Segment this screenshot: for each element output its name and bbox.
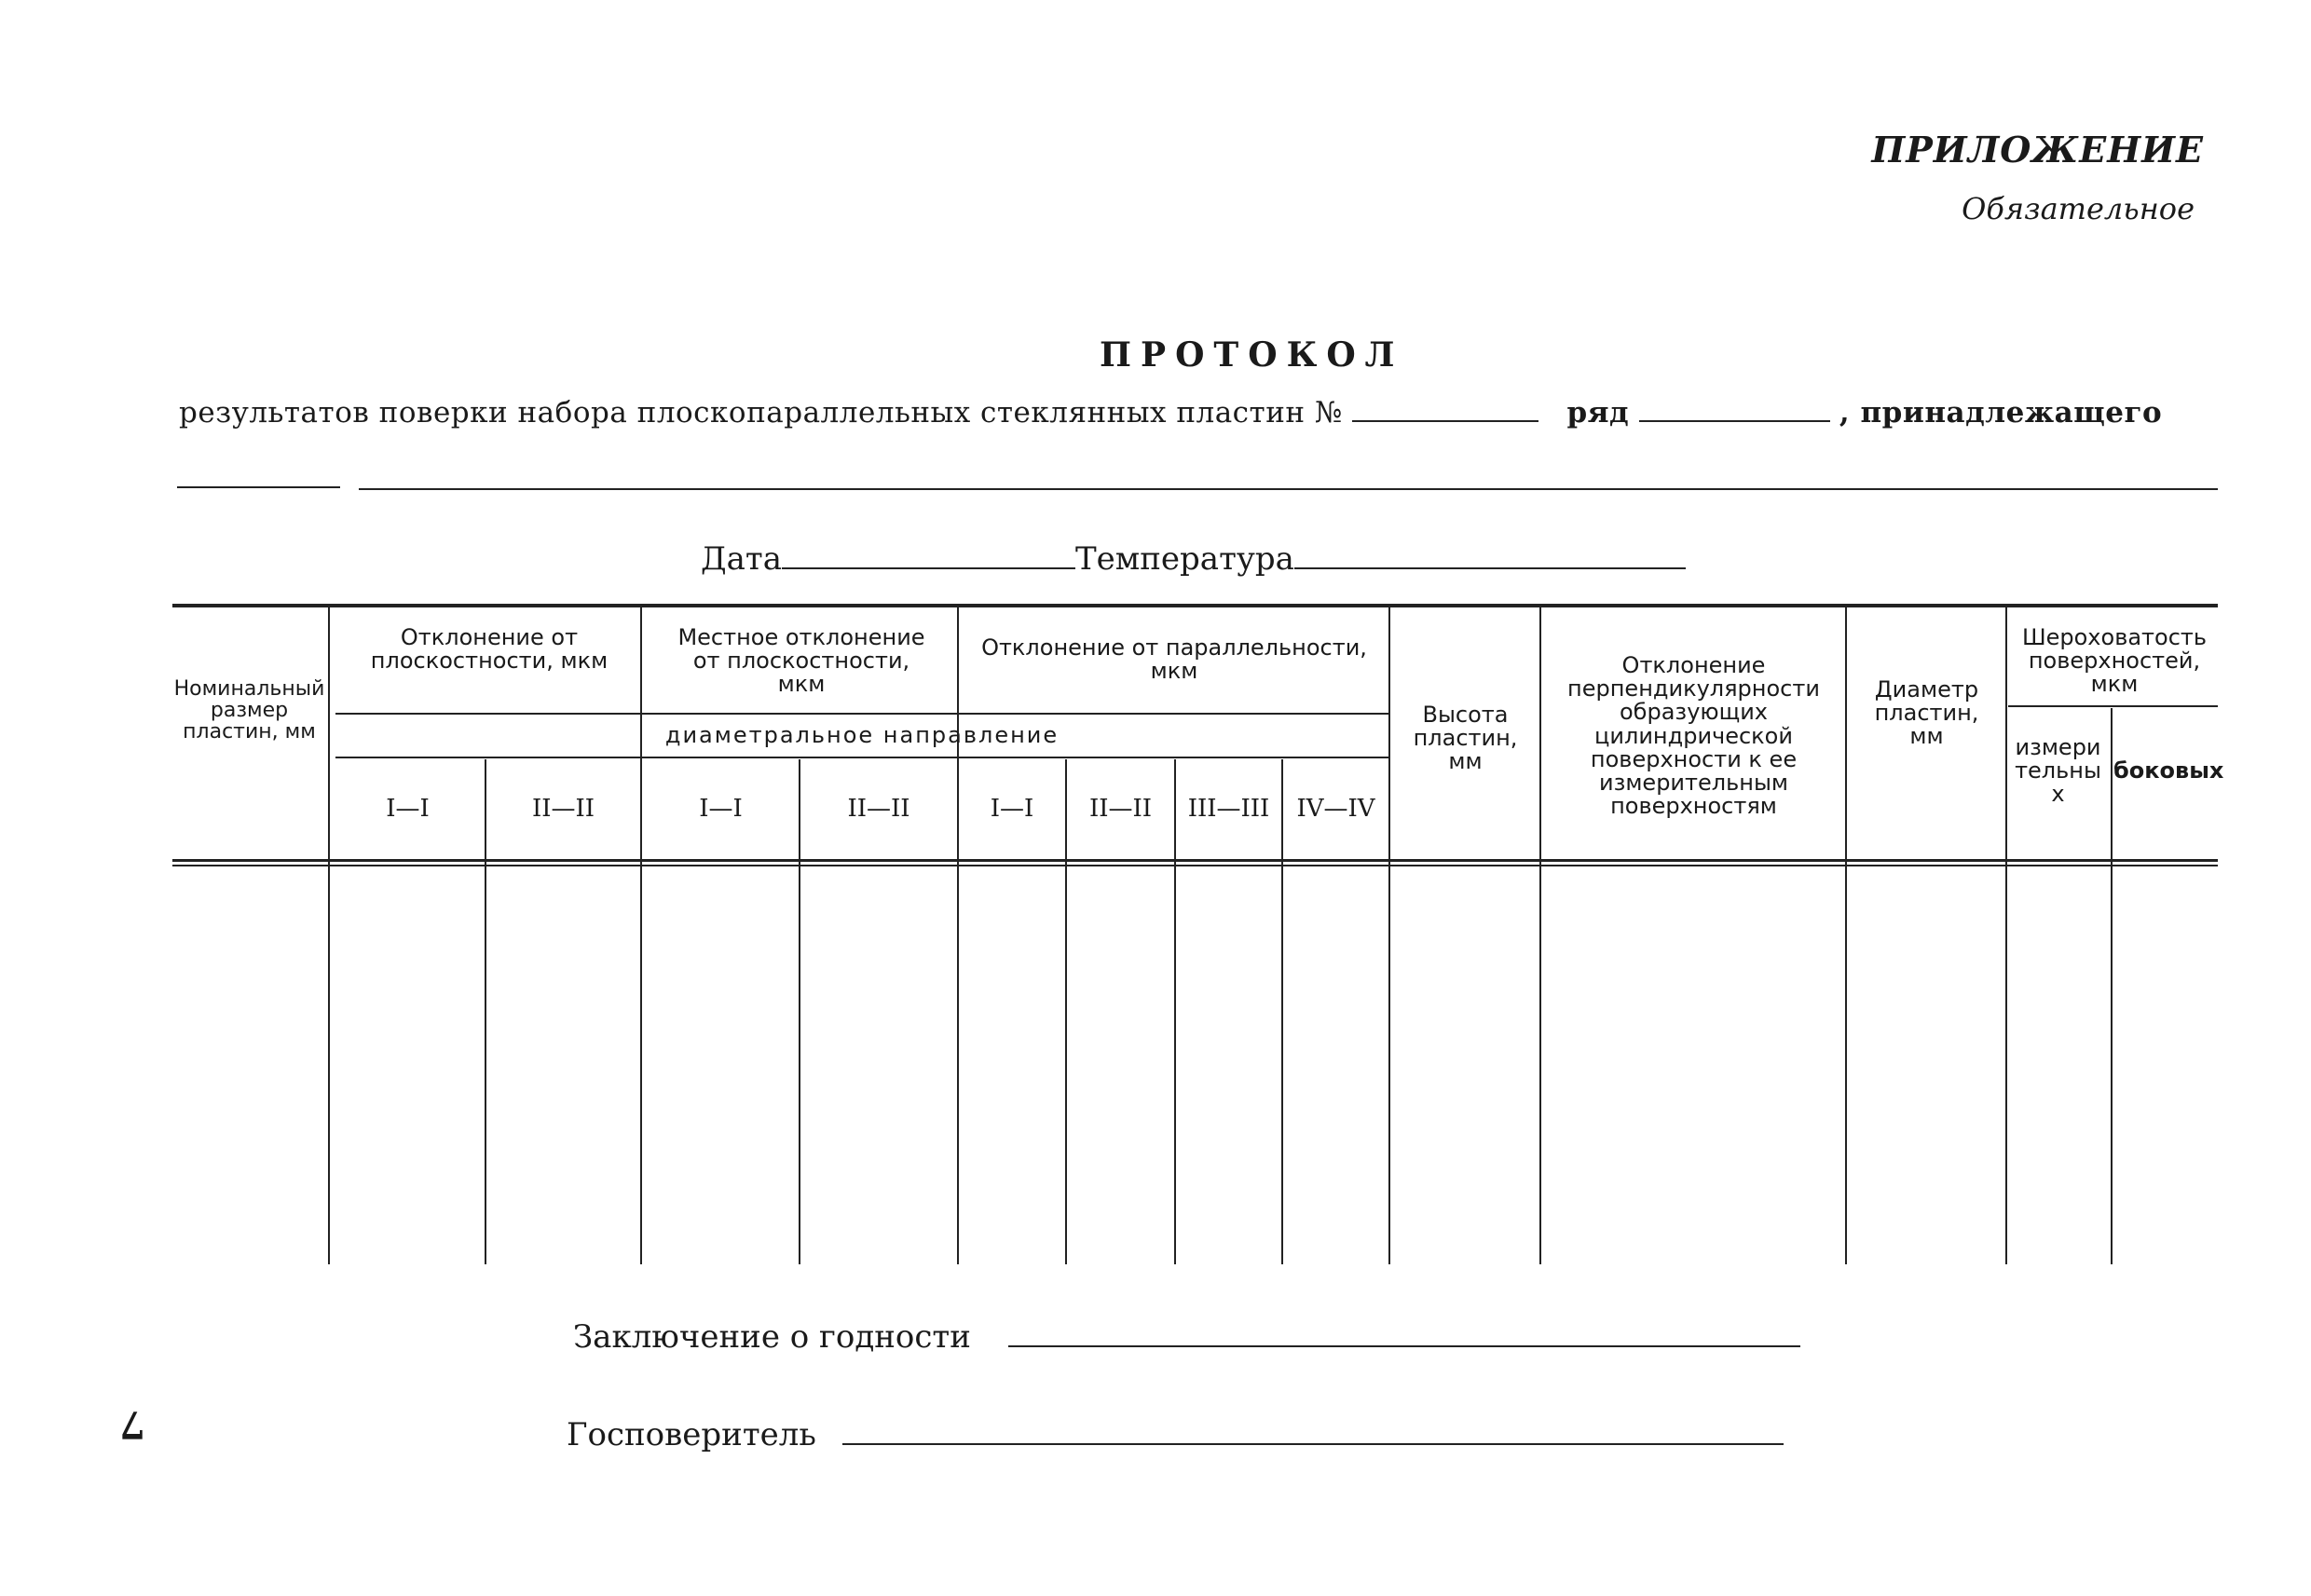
protocol-title: ПРОТОКОЛ xyxy=(1100,335,1404,375)
vline-6 xyxy=(1065,759,1067,1264)
col-perp-header: Отклонение перпендикулярности образующих цилиндрической поверхности к ее измерительным поверхностям xyxy=(1567,652,1820,820)
vline-4 xyxy=(799,759,800,1264)
header-bottom-border xyxy=(172,859,2218,862)
vline-7 xyxy=(1174,759,1176,1264)
vline-13 xyxy=(2111,708,2113,1264)
row-blank[interactable] xyxy=(1639,416,1830,422)
subtitle-text-1: результатов поверки набора плоскопараллельных стеклянных пластин № xyxy=(179,396,1343,430)
vline-3 xyxy=(640,607,642,1264)
diametral-header: диаметральное направление xyxy=(664,722,1060,748)
group-parallel-header: Отклонение от параллельности, мкм xyxy=(981,634,1367,685)
col-height-header: Высота пластин, мм xyxy=(1413,702,1518,775)
group-local-header: Местное отклонение от плоскостности, мкм xyxy=(677,624,925,698)
owner-blank-long[interactable] xyxy=(359,488,2218,490)
diametral-top-line xyxy=(335,713,1388,715)
sub-header-5: I—I xyxy=(990,795,1034,823)
subtitle-text-2: ряд xyxy=(1566,396,1630,430)
conclusion-row xyxy=(573,1318,1800,1356)
verifier-row xyxy=(567,1416,1784,1453)
vline-1 xyxy=(328,607,330,1264)
sub-header-4: II—II xyxy=(847,795,910,823)
sub-header-7: III—III xyxy=(1187,795,1270,823)
sub-header-3: I—I xyxy=(699,795,743,823)
appendix-label: ПРИЛОЖЕНИЕ xyxy=(1871,129,2204,171)
sub-header-1: I—I xyxy=(386,795,430,823)
owner-blank-short[interactable] xyxy=(177,486,340,488)
conclusion-label: Заключение о годности xyxy=(573,1318,971,1356)
diametral-bottom-line xyxy=(335,757,1388,758)
date-temp-row xyxy=(701,540,1686,578)
col-diameter-header: Диаметр пластин, мм xyxy=(1874,676,1979,750)
temperature-blank[interactable] xyxy=(1294,564,1686,569)
vline-5 xyxy=(957,607,959,1264)
col-nominal-header: Номинальный размер пластин, мм xyxy=(173,677,325,744)
verifier-label: Госповеритель xyxy=(567,1416,816,1453)
vline-10 xyxy=(1539,607,1541,1264)
vline-9 xyxy=(1388,607,1390,1264)
plate-number-blank[interactable] xyxy=(1352,416,1538,422)
temperature-label: Температура xyxy=(1075,540,1294,578)
date-blank[interactable] xyxy=(782,564,1075,569)
sub-header-8: IV—IV xyxy=(1296,795,1375,823)
table-top-border xyxy=(172,604,2218,607)
conclusion-blank[interactable] xyxy=(1008,1342,1800,1347)
rough-split-line xyxy=(2008,705,2218,707)
group-flatness-header: Отклонение от плоскостности, мкм xyxy=(370,624,609,675)
date-label: Дата xyxy=(701,540,782,578)
verifier-blank[interactable] xyxy=(842,1439,1784,1445)
vline-11 xyxy=(1845,607,1847,1264)
vline-2 xyxy=(485,759,486,1264)
appendix-status: Обязательное xyxy=(1962,191,2195,226)
vline-12 xyxy=(2005,607,2007,1264)
protocol-subtitle xyxy=(179,396,2162,430)
subtitle-text-3: , принадлежащего xyxy=(1839,396,2163,430)
sub-header-6: II—II xyxy=(1088,795,1153,823)
rough-side-header: боковых xyxy=(2113,757,2224,784)
page-number: 7 xyxy=(119,1402,145,1446)
group-rough-header: Шероховатость поверхностей, мкм xyxy=(2021,624,2208,698)
sub-header-2: II—II xyxy=(531,795,595,823)
rough-meas-header: измерительных xyxy=(2015,734,2101,808)
header-bottom-border-2 xyxy=(172,865,2218,866)
vline-8 xyxy=(1281,759,1283,1264)
